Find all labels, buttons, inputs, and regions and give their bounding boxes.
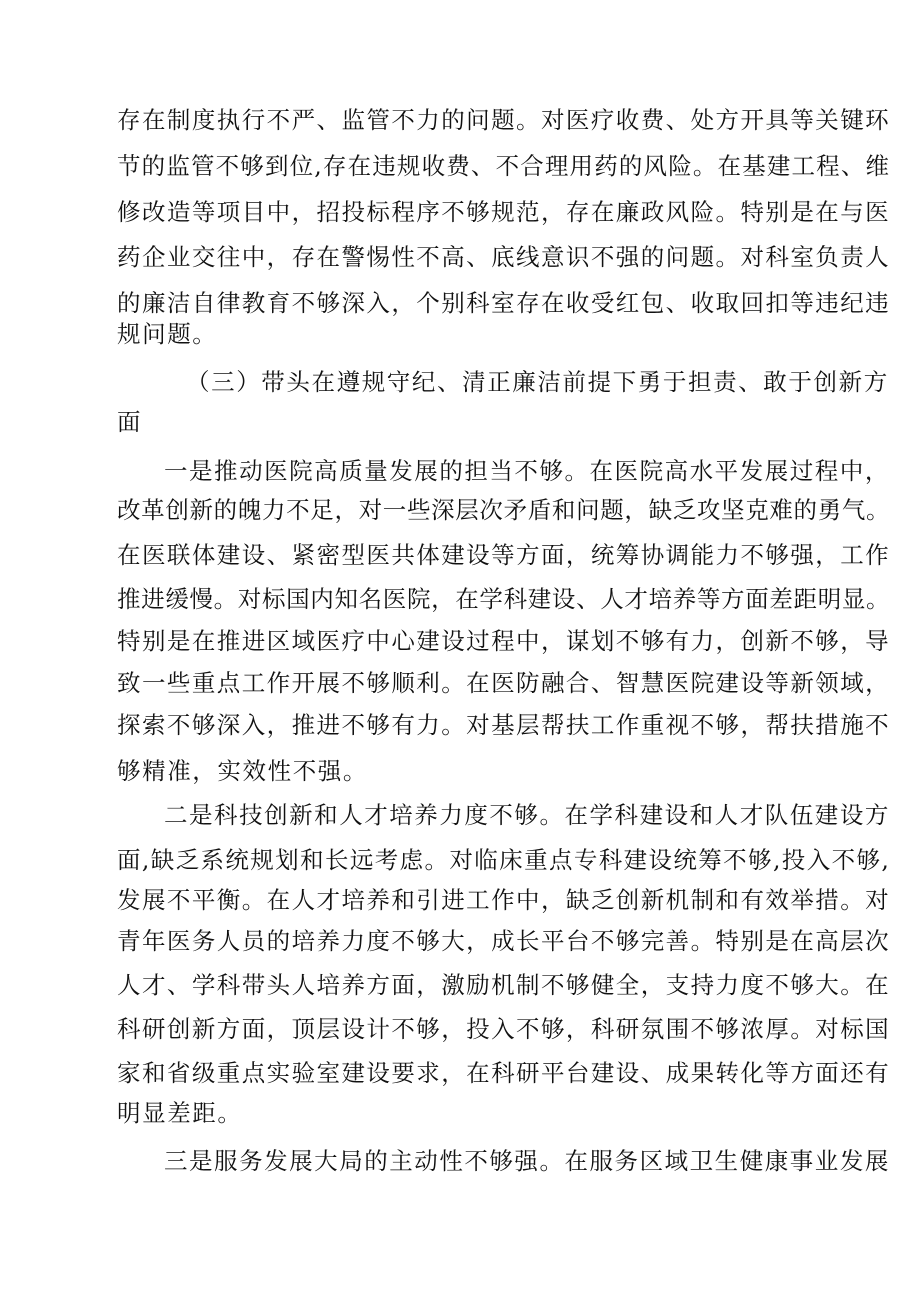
body-text-line: 人才、学科带头人培养方面，激励机制不够健全，支持力度不够大。在 xyxy=(117,971,891,999)
body-text-line: 存在制度执行不严、监管不力的问题。对医疗收费、处方开具等关键环 xyxy=(117,106,891,134)
body-text-line: 致一些重点工作开展不够顺利。在医防融合、智慧医院建设等新领域， xyxy=(117,669,891,697)
section-heading-continuation: 面 xyxy=(117,408,143,436)
body-text-line: 发展不平衡。在人才培养和引进工作中，缺乏创新机制和有效举措。对 xyxy=(117,886,891,914)
body-text-line: 青年医务人员的培养力度不够大，成长平台不够完善。特别是在高层次 xyxy=(117,927,891,955)
body-text-line: 规问题。 xyxy=(117,320,218,348)
body-text-line: 面,缺乏系统规划和长远考虑。对临床重点专科建设统筹不够,投入不够, xyxy=(117,846,891,874)
body-text-line: 在医联体建设、紧密型医共体建设等方面，统筹协调能力不够强，工作 xyxy=(117,541,891,569)
body-text-line: 节的监管不够到位,存在违规收费、不合理用药的风险。在基建工程、维 xyxy=(117,152,891,180)
body-text-line: 修改造等项目中，招投标程序不够规范，存在廉政风险。特别是在与医 xyxy=(117,198,891,226)
paragraph-first-line: 一是推动医院高质量发展的担当不够。在医院高水平发展过程中， xyxy=(164,457,890,485)
body-text-line: 家和省级重点实验室建设要求，在科研平台建设、成果转化等方面还有 xyxy=(117,1059,891,1087)
body-text-line: 的廉洁自律教育不够深入，个别科室存在收受红包、收取回扣等违纪违 xyxy=(117,289,891,317)
body-text-line: 探索不够深入，推进不够有力。对基层帮扶工作重视不够，帮扶措施不 xyxy=(117,711,891,739)
body-text-line: 明显差距。 xyxy=(117,1099,243,1127)
body-text-line: 改革创新的魄力不足，对一些深层次矛盾和问题，缺乏攻坚克难的勇气。 xyxy=(117,496,891,524)
body-text-line: 特别是在推进区域医疗中心建设过程中，谋划不够有力，创新不够，导 xyxy=(117,627,891,655)
body-text-line: 推进缓慢。对标国内知名医院，在学科建设、人才培养等方面差距明显。 xyxy=(117,585,891,613)
body-text-line: 药企业交往中，存在警惕性不高、底线意识不强的问题。对科室负责人 xyxy=(117,243,891,271)
paragraph-first-line: 三是服务发展大局的主动性不够强。在服务区域卫生健康事业发展 xyxy=(164,1147,890,1175)
paragraph-first-line: 二是科技创新和人才培养力度不够。在学科建设和人才队伍建设方 xyxy=(164,801,890,829)
section-heading: （三）带头在遵规守纪、清正廉洁前提下勇于担责、敢于创新方 xyxy=(186,368,889,396)
body-text-line: 科研创新方面，顶层设计不够，投入不够，科研氛围不够浓厚。对标国 xyxy=(117,1015,891,1043)
body-text-line: 够精准，实效性不强。 xyxy=(117,757,368,785)
